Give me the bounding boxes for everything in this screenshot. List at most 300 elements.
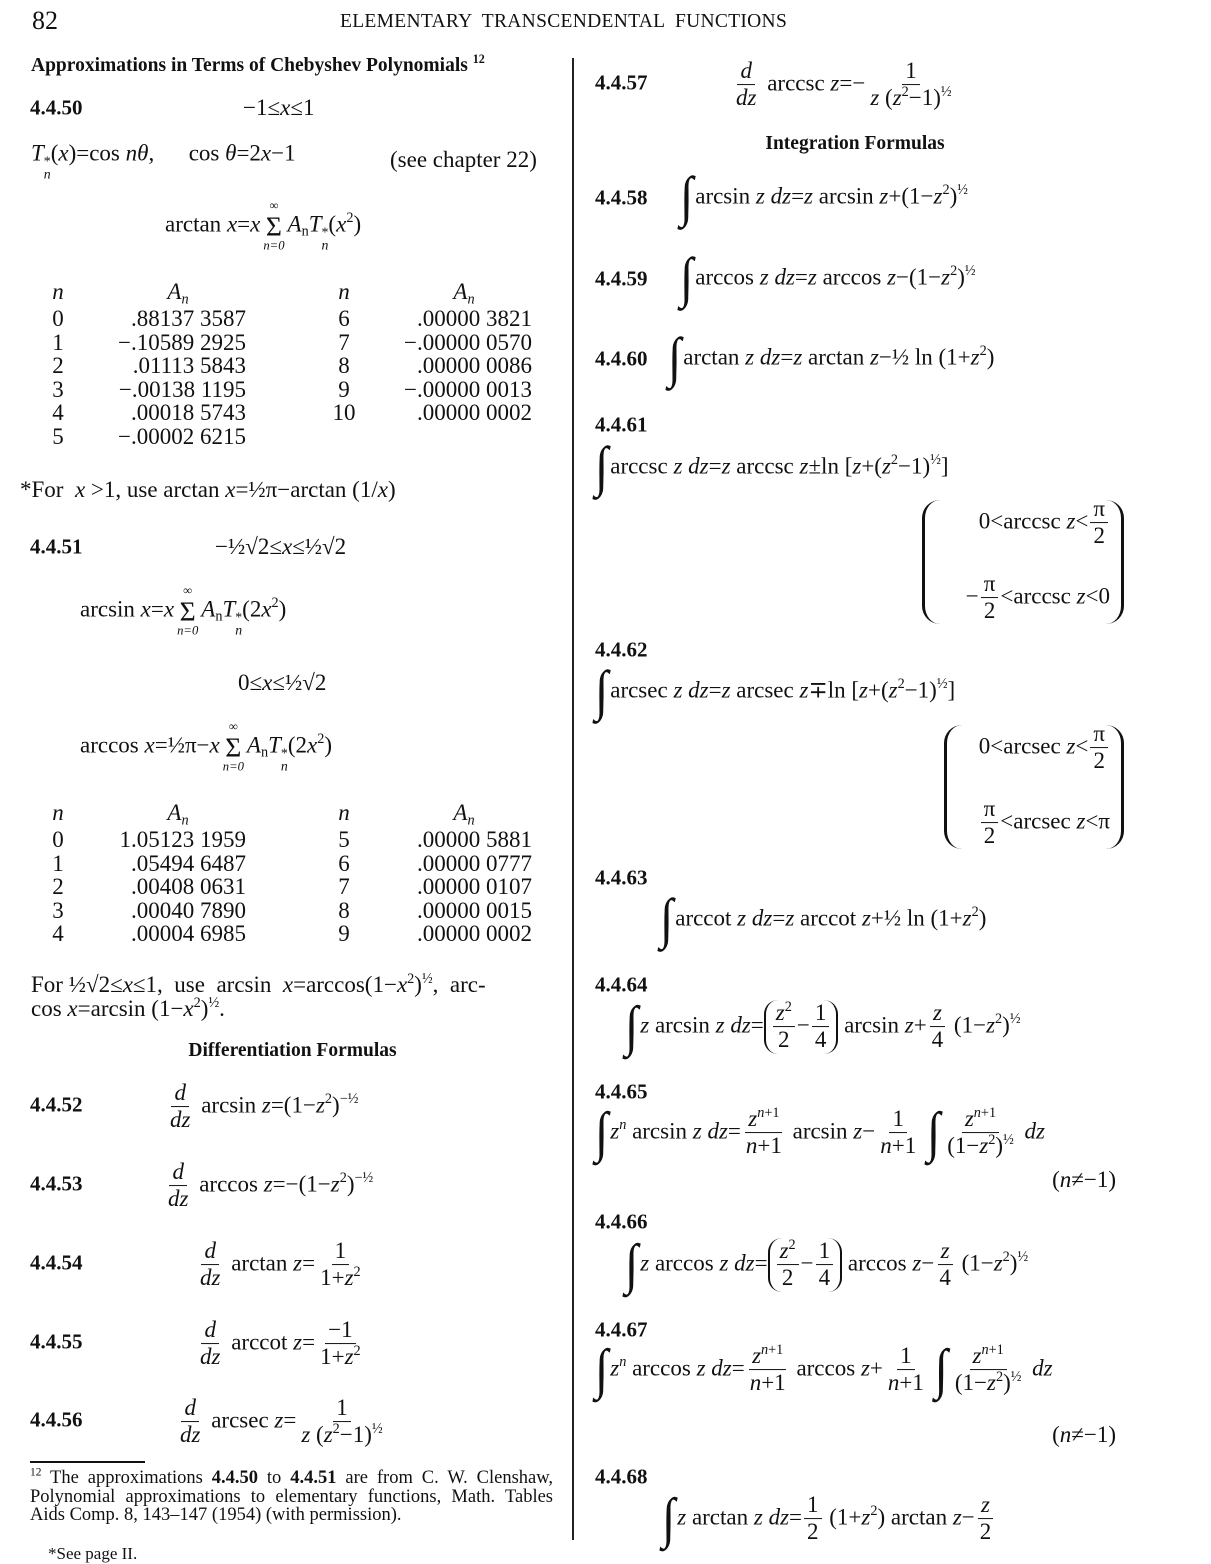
- differentiation-heading: Differentiation Formulas: [188, 1040, 397, 1061]
- math-variable: z: [775, 1000, 785, 1026]
- numerator: [897, 1343, 915, 1370]
- math-variable: z: [933, 183, 943, 209]
- coefficient-value: .00000 5881: [417, 827, 532, 852]
- integral-formula: [595, 1101, 1045, 1163]
- numerator: [816, 1238, 834, 1265]
- denominator: [944, 1134, 1017, 1160]
- math-variable: z: [861, 905, 871, 931]
- math-text: (: [50, 140, 59, 166]
- math-variable: x: [282, 972, 294, 998]
- math-variable: dz: [774, 264, 795, 290]
- math-variable: n: [619, 1117, 627, 1134]
- denominator: [165, 1187, 191, 1213]
- chapter-note: (see chapter 22): [390, 147, 537, 173]
- math-variable: d: [740, 58, 752, 84]
- table-column: [40, 280, 76, 449]
- math-text: 1+: [320, 1344, 345, 1370]
- derivative-formula: [195, 1317, 366, 1371]
- denominator: [867, 86, 954, 112]
- equation-label: 4.4.52: [30, 1092, 83, 1117]
- math-text: +1: [764, 1104, 780, 1121]
- math-text: arctan: [683, 344, 746, 370]
- row-index: 8: [338, 897, 350, 923]
- math-variable: z: [301, 1422, 311, 1448]
- fraction: [885, 1343, 927, 1397]
- math-variable: z: [932, 1000, 942, 1026]
- math-variable: dz: [200, 1344, 221, 1370]
- integral-sign: ∫: [926, 1101, 941, 1163]
- fraction: [977, 1492, 995, 1546]
- math-text: ): [995, 1133, 1004, 1159]
- math-text: 0≤: [238, 670, 263, 696]
- math-text: ): [949, 183, 958, 209]
- column-header: [40, 280, 76, 307]
- integral-sign: ∫: [934, 1338, 948, 1400]
- numerator: [777, 1238, 799, 1265]
- integral-formula: [595, 1338, 1053, 1400]
- math-text: arccot: [675, 905, 738, 931]
- header-subscript: n: [467, 291, 475, 308]
- header-a: A: [453, 279, 468, 304]
- denominator: [167, 1108, 193, 1134]
- math-variable: n: [757, 1104, 765, 1121]
- superscript: 2: [353, 1343, 361, 1360]
- math-text: cos: [31, 996, 68, 1022]
- math-text: ]: [947, 677, 956, 703]
- math-text: .: [219, 996, 225, 1022]
- superscript: 2: [971, 904, 979, 921]
- math-text: π: [1093, 496, 1105, 522]
- math-variable: z: [860, 1355, 870, 1381]
- math-text: (2: [242, 596, 262, 622]
- numerator: [970, 1343, 1007, 1370]
- math-variable: z: [721, 453, 731, 479]
- math-variable: z: [721, 677, 731, 703]
- math-text: 4: [814, 1027, 827, 1053]
- footnote-ref: 12: [472, 52, 485, 67]
- math-variable: x: [225, 477, 236, 503]
- math-text: 1: [892, 1106, 904, 1132]
- fraction: [944, 1106, 1017, 1160]
- fraction: [867, 58, 954, 112]
- math-variable: x: [281, 534, 293, 560]
- coefficient-value: .00000 0002: [417, 921, 532, 947]
- math-text: For: [31, 477, 75, 503]
- column-header: [80, 801, 246, 828]
- math-text: ): [414, 972, 422, 998]
- math-text: (: [1052, 1167, 1060, 1192]
- row-index: 0: [52, 306, 64, 331]
- superscript: −½: [354, 1170, 374, 1187]
- row-index: 7: [338, 329, 350, 355]
- math-text: =(1−: [270, 1092, 316, 1118]
- math-text: , cos: [148, 140, 226, 166]
- superscript: ½: [936, 676, 948, 693]
- math-text: <arccsc: [1000, 583, 1077, 609]
- math-text: , arc-: [432, 972, 486, 998]
- math-text: −1): [339, 1422, 372, 1448]
- math-variable: z: [315, 1092, 325, 1118]
- row-index: 1: [52, 850, 64, 876]
- footnote-rule: [30, 1461, 145, 1463]
- math-variable: z: [1076, 808, 1086, 834]
- math-text: 2: [1093, 523, 1105, 549]
- math-variable: z: [677, 1504, 687, 1530]
- row-index: 10: [332, 400, 356, 426]
- math-variable: n: [619, 1354, 627, 1371]
- math-text: ): [1002, 1012, 1010, 1038]
- math-text: ∓ln [: [808, 677, 860, 703]
- denominator: [812, 1028, 830, 1054]
- numerator: [169, 1159, 187, 1186]
- math-variable: n: [880, 1133, 892, 1159]
- arctan-series: [165, 200, 361, 253]
- fraction: [812, 1000, 830, 1054]
- math-variable: z: [830, 70, 840, 96]
- running-title: ELEMENTARY TRANSCENDENTAL FUNCTIONS: [340, 11, 788, 32]
- math-variable: x: [396, 972, 408, 998]
- column-header: [366, 801, 532, 828]
- math-text: arccot: [794, 905, 862, 931]
- math-variable: z: [870, 85, 880, 111]
- math-text: π: [1093, 721, 1105, 747]
- summation: [177, 585, 198, 638]
- math-variable: d: [184, 1395, 196, 1421]
- math-variable: z: [853, 1118, 863, 1144]
- math-text: 0<arcsec: [978, 733, 1067, 759]
- superscript: *: [280, 745, 288, 761]
- denominator: [747, 1371, 789, 1397]
- integral-sign: ∫: [595, 1338, 609, 1400]
- math-variable: dz: [711, 1355, 732, 1381]
- superscript: 2: [332, 1421, 340, 1438]
- math-variable: z: [1076, 583, 1086, 609]
- coefficient-value: .88137 3587: [131, 306, 246, 331]
- math-variable: n: [749, 1370, 762, 1396]
- math-text: arctan: [686, 1504, 754, 1530]
- denominator: [804, 1520, 822, 1546]
- superscript: 2: [950, 263, 958, 280]
- math-text: −: [961, 1504, 975, 1530]
- subscript: n: [321, 237, 329, 253]
- math-text: +(: [861, 453, 882, 479]
- math-variable: z: [799, 453, 809, 479]
- coefficient-value: .00000 0777: [417, 850, 532, 876]
- math-variable: z: [752, 1343, 762, 1369]
- superscript: 2: [995, 1369, 1004, 1386]
- super-subscript: [44, 154, 51, 180]
- math-variable: z: [737, 905, 747, 931]
- math-text: ≤1, use arcsin: [132, 972, 283, 998]
- math-text: =: [708, 677, 722, 703]
- footnote-number: 12: [30, 1466, 42, 1479]
- math-text: =: [794, 264, 808, 290]
- math-variable: d: [204, 1317, 216, 1343]
- superscript: 2: [324, 1091, 333, 1108]
- equation-label: 4.4.63: [595, 865, 648, 890]
- integration-heading: Integration Formulas: [765, 133, 945, 154]
- math-text: =: [708, 453, 722, 479]
- math-text: =2: [236, 140, 261, 166]
- integral-formula: [668, 327, 995, 389]
- denominator: [779, 1266, 797, 1292]
- integral-formula: [625, 995, 1021, 1057]
- equation-label: 4.4.55: [30, 1329, 83, 1354]
- math-variable: z: [964, 1106, 974, 1132]
- math-text: arccos: [790, 1355, 861, 1381]
- range-4-4-50: [243, 94, 314, 122]
- equation-label: 4.4.50: [30, 95, 83, 120]
- denominator: [743, 1134, 785, 1160]
- fraction: [1090, 496, 1108, 550]
- math-variable: z: [981, 1492, 990, 1518]
- math-text: ≠−1): [1071, 1422, 1116, 1447]
- equation-label: 4.4.68: [595, 1464, 648, 1489]
- denominator: [197, 1345, 223, 1371]
- math-variable: z: [748, 1106, 758, 1132]
- numerator: [171, 1080, 189, 1107]
- math-text: arccos: [695, 264, 760, 290]
- superscript: 2: [995, 1011, 1003, 1028]
- math-variable: z: [293, 1329, 303, 1355]
- math-text: arcsin: [838, 1012, 905, 1038]
- equation-label: 4.4.61: [595, 412, 648, 437]
- math-text: arcsec: [610, 677, 674, 703]
- coefficient-value: .00000 0015: [417, 897, 532, 923]
- row-index: 2: [52, 353, 64, 379]
- math-variable: z: [881, 453, 891, 479]
- math-variable: z: [993, 1250, 1003, 1276]
- fraction: [952, 1343, 1025, 1397]
- fraction: [804, 1492, 822, 1546]
- math-text: +(: [867, 677, 889, 703]
- math-text: ): [324, 732, 332, 758]
- math-text: (1−: [955, 1250, 994, 1276]
- header-a: A: [453, 800, 468, 825]
- arctan-note: [20, 476, 396, 504]
- math-text: −: [796, 1012, 810, 1038]
- math-text: =: [727, 1118, 741, 1144]
- math-variable: z: [979, 1133, 989, 1159]
- math-text: 1+: [320, 1265, 345, 1291]
- math-text: 4: [931, 1027, 944, 1053]
- math-variable: x: [209, 732, 220, 758]
- math-text: −: [800, 1250, 814, 1276]
- fraction: [165, 1159, 191, 1213]
- math-variable: A: [287, 211, 302, 237]
- column-header: [80, 280, 246, 307]
- superscript: [757, 1105, 779, 1121]
- math-variable: z: [962, 905, 972, 931]
- derivative-formula: [165, 1080, 358, 1134]
- math-variable: n: [1059, 1422, 1072, 1447]
- math-text: ): [978, 905, 987, 931]
- row-index: 9: [338, 921, 350, 947]
- math-text: >1, use arctan: [85, 477, 226, 503]
- denominator: [775, 1028, 793, 1054]
- math-variable: n: [973, 1104, 981, 1121]
- superscript: 2: [317, 731, 325, 748]
- math-variable: z: [719, 1250, 729, 1276]
- math-text: *: [20, 477, 32, 503]
- math-text: −1: [271, 140, 296, 166]
- equation-label: 4.4.64: [595, 972, 648, 997]
- math-variable: z: [344, 1265, 354, 1291]
- math-variable: x: [336, 211, 347, 237]
- superscript: 2: [1002, 1249, 1010, 1266]
- coefficient-value: 1.05123 1959: [119, 827, 246, 852]
- math-text: (: [879, 85, 893, 111]
- math-variable: z: [640, 1012, 650, 1038]
- denominator: [936, 1266, 954, 1292]
- integral-formula: [662, 1487, 996, 1549]
- math-variable: x: [183, 996, 194, 1022]
- math-text: are from C. W. Clenshaw, Polynomial approximations to elementary functions, Math. Tables Aids Comp. 8, 143–147 (1954) (with permission).: [30, 1468, 554, 1525]
- row-index: 9: [338, 376, 350, 402]
- integral-sign: ∫: [625, 995, 639, 1057]
- superscript: 2: [353, 1264, 361, 1281]
- coefficient-value: .00000 0107: [417, 874, 532, 900]
- subscript: n: [235, 622, 243, 638]
- math-variable: A: [201, 596, 216, 622]
- table-column: [320, 280, 368, 425]
- bold-text: 4.4.51: [290, 1468, 337, 1488]
- math-text: =: [237, 211, 251, 237]
- math-variable: dz: [770, 183, 792, 209]
- math-variable: T: [31, 140, 44, 166]
- math-text: =−(1−: [272, 1171, 331, 1197]
- equation-label: 4.4.62: [595, 637, 648, 662]
- math-text: ≠−1): [1071, 1167, 1116, 1192]
- row-index: 5: [338, 827, 350, 852]
- column-header: [366, 280, 532, 307]
- math-text: 2: [983, 823, 996, 849]
- fraction: [197, 1317, 223, 1371]
- math-text: ): [353, 211, 362, 237]
- math-variable: n: [1059, 1167, 1072, 1192]
- math-text: +: [913, 1012, 927, 1038]
- table-column: [40, 801, 76, 946]
- coefficient-value: .00018 5743: [131, 400, 246, 426]
- summation: [223, 721, 244, 774]
- math-text: =: [789, 1504, 803, 1530]
- math-variable: z: [879, 183, 889, 209]
- math-variable: A: [246, 732, 261, 758]
- fraction: [877, 1106, 919, 1160]
- math-text: 1: [334, 1238, 347, 1264]
- column-divider: [572, 58, 574, 1540]
- math-text: arcsin: [195, 1092, 262, 1118]
- group-content: [775, 1238, 836, 1292]
- column-header: [320, 801, 368, 828]
- branch-condition: [966, 571, 1110, 625]
- math-text: 0<arccsc: [978, 508, 1067, 534]
- math-text: (1−: [954, 1370, 987, 1396]
- column-header: [40, 801, 76, 828]
- math-text: −: [862, 1118, 876, 1144]
- numerator: [1090, 496, 1108, 523]
- math-text: −1): [898, 453, 931, 479]
- coefficient-value: −.10589 2925: [118, 329, 246, 355]
- math-variable: z: [696, 1355, 706, 1381]
- sigma-sign: Σ: [225, 731, 242, 763]
- math-text: 4: [939, 1265, 951, 1291]
- math-variable: z: [779, 1238, 789, 1264]
- math-variable: z: [692, 1118, 702, 1144]
- numerator: [930, 1000, 945, 1027]
- math-variable: z: [972, 1343, 982, 1369]
- math-variable: z: [753, 1504, 763, 1530]
- coefficient-value: −.00138 1195: [118, 376, 246, 402]
- superscript: 2: [271, 595, 279, 612]
- math-variable: d: [174, 1080, 186, 1106]
- numerator: [332, 1238, 350, 1265]
- math-text: =: [283, 1407, 297, 1433]
- math-text: π: [983, 796, 996, 822]
- math-variable: x: [67, 996, 78, 1022]
- numerator: [889, 1106, 907, 1133]
- superscript: ½: [371, 1421, 383, 1438]
- derivative-formula: [175, 1395, 388, 1449]
- math-text: 1: [814, 1000, 827, 1026]
- math-text: <0: [1085, 583, 1110, 609]
- math-text: ) arctan: [877, 1504, 953, 1530]
- header-a: A: [167, 800, 182, 825]
- equation-label: 4.4.59: [595, 266, 648, 291]
- superscript: 2: [979, 343, 987, 360]
- coefficient-value: .00000 0086: [417, 353, 532, 379]
- fraction: [317, 1317, 364, 1371]
- numerator: [737, 58, 755, 85]
- math-text: ): [200, 996, 209, 1022]
- coefficient-value: .00004 6985: [131, 921, 246, 947]
- math-variable: dz: [768, 1504, 790, 1530]
- math-text: 2: [979, 1519, 992, 1545]
- math-variable: z: [887, 264, 897, 290]
- math-text: ): [332, 1092, 340, 1118]
- superscript: 2: [942, 182, 950, 199]
- math-variable: z: [807, 264, 817, 290]
- row-index: 2: [52, 874, 64, 900]
- equation-label: 4.4.58: [595, 185, 648, 210]
- math-text: ≤½√2: [272, 670, 327, 696]
- superscript: 2: [890, 452, 899, 469]
- math-variable: dz: [168, 1186, 189, 1212]
- math-text: 1: [336, 1395, 348, 1421]
- fraction: [1090, 721, 1108, 775]
- math-text: 2: [807, 1519, 819, 1545]
- row-index: 5: [52, 423, 64, 449]
- math-variable: dz: [180, 1422, 201, 1448]
- superscript: ½: [1009, 1011, 1021, 1028]
- header-n: n: [52, 279, 64, 304]
- math-variable: x: [74, 477, 86, 503]
- fraction: [777, 1238, 799, 1292]
- math-text: ): [278, 596, 287, 622]
- math-variable: z: [759, 264, 769, 290]
- math-text: −(1−: [896, 264, 942, 290]
- table-column: [320, 801, 368, 946]
- math-text: =: [302, 1250, 316, 1276]
- superscript: ½: [964, 263, 976, 280]
- superscript: ½: [1003, 1132, 1014, 1149]
- math-text: <π: [1085, 808, 1110, 834]
- math-text: ): [1003, 1370, 1011, 1396]
- math-variable: x: [250, 211, 261, 237]
- math-variable: x: [226, 211, 238, 237]
- math-variable: x: [140, 596, 151, 622]
- fraction: [747, 1343, 789, 1397]
